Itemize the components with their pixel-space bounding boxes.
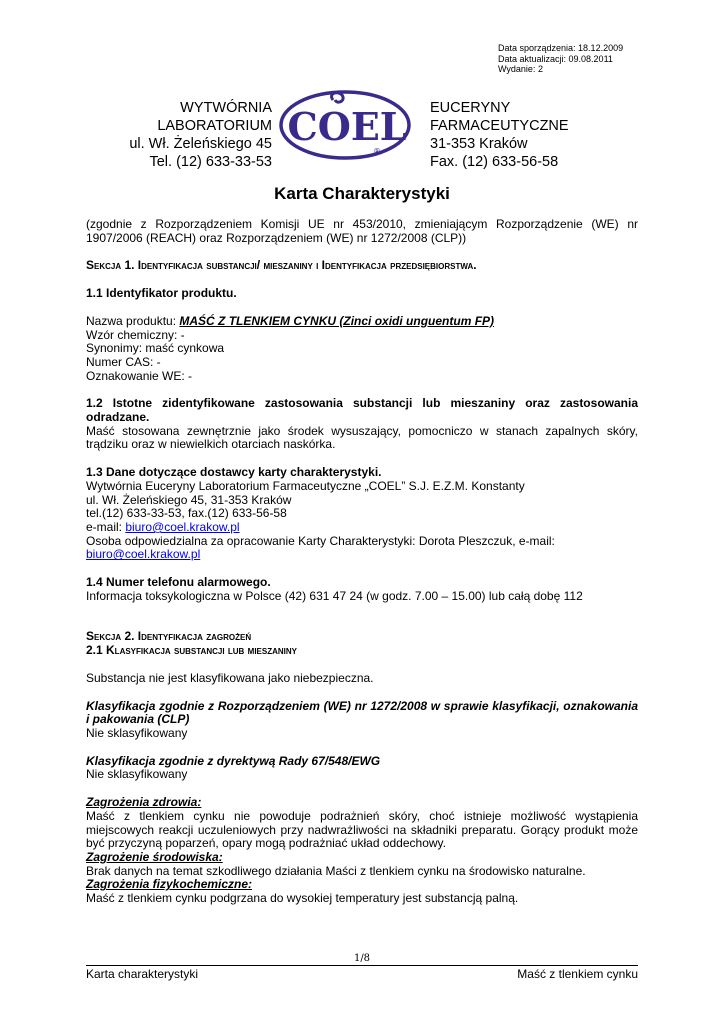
supplier-email-line	[86, 521, 638, 535]
supplier-phone: tel.(12) 633-33-53, fax.(12) 633-56-58	[86, 506, 287, 521]
ewg-classification-heading: Klasyfikacja zgodnie z dyrektywą Rady 67/548/EWG	[86, 753, 381, 768]
physchem-hazards-heading: Zagrożenia fizykochemiczne:	[86, 877, 253, 892]
clp-classification-text: Nie sklasyfikowany	[86, 725, 188, 740]
header-right	[430, 99, 569, 171]
responsible-person: Osoba odpowiedzialna za opracowanie Karty Charakterystyki: Dorota Pleszczuk, e-mail:	[86, 533, 555, 548]
ewg-classification-text: Nie sklasyfikowany	[86, 767, 188, 782]
health-hazards-text: Maść z tlenkiem cynku nie powoduje podrażnień skóry, choć istnieje możliwość wystąpienia miejscowych reakcji uczuleniowych przy nadwrażliwości na składniki preparatu. Gorący produkt może być przyczyną poparzeń, opary mogą podrażniać układ oddechowy.	[86, 808, 638, 851]
cas-number: Numer CAS: -	[86, 354, 161, 369]
document-body	[86, 218, 638, 906]
section-1-heading: Sekcja 1. Identyfikacja substancji/ mieszaniny i Identyfikacja przedsiębiorstwa.	[86, 258, 477, 273]
supplier-name: Wytwórnia Euceryny Laboratorium Farmaceutyczne „COEL” S.J. E.Z.M. Konstanty	[86, 478, 525, 493]
document-title: Karta Charakterystyki	[274, 184, 450, 203]
header-left-line: WYTWÓRNIA	[180, 100, 272, 116]
header-right-line: Fax. (12) 633-56-58	[430, 154, 559, 170]
product-name-label: Nazwa produktu:	[86, 313, 180, 328]
subsection-1-3-heading: 1.3 Dane dotyczące dostawcy karty charakterystyki.	[86, 465, 382, 480]
environment-hazards-heading: Zagrożenie środowiska:	[86, 849, 223, 864]
subsection-2-1-heading: 2.1 Klasyfikacja substancji lub mieszaniny	[86, 643, 297, 658]
responsible-email-line	[86, 548, 638, 562]
logo-registered: ®	[373, 147, 381, 156]
health-hazards-heading: Zagrożenia zdrowia:	[86, 795, 202, 810]
chemical-formula: Wzór chemiczny: -	[86, 327, 185, 342]
document-meta	[498, 43, 623, 75]
supplier-address: ul. Wł. Żeleńskiego 45, 31-353 Kraków	[86, 492, 292, 507]
logo-text: COEL	[287, 104, 407, 149]
footer-divider	[86, 965, 638, 966]
subsection-1-2-text: Maść stosowana zewnętrznie jako środek wysuszający, pomocniczo w stanach zapalnych skóry, trądziku oraz w niewielkich otarciach naskórka.	[86, 423, 638, 452]
email-label: e-mail:	[86, 519, 126, 534]
header-right-line: FARMACEUTYCZNE	[430, 118, 569, 134]
synonyms: Synonimy: maść cynkowa	[86, 341, 225, 356]
subsection-1-1-heading: 1.1 Identyfikator produktu.	[86, 286, 237, 301]
product-name: MAŚĆ Z TLENKIEM CYNKU (Zinci oxidi unguentum FP)	[179, 313, 495, 328]
environment-hazards-text: Brak danych na temat szkodliwego działania Maści z tlenkiem cynku na środowisko naturalne.	[86, 863, 586, 878]
clp-classification-heading: Klasyfikacja zgodnie z Rozporządzeniem (WE) nr 1272/2008 w sprawie klasyfikacji, oznakowania i pakowania (CLP)	[86, 698, 638, 727]
intro-text: (zgodnie z Rozporządzeniem Komisji UE nr 453/2010, zmieniającym Rozporządzenie (WE) nr 1907/2006 (REACH) oraz Rozporządzeniem (WE) nr 1272/2008 (CLP))	[86, 217, 638, 245]
date-prepared: Data sporządzenia: 18.12.2009	[498, 43, 624, 53]
we-marking: Oznakowanie WE: -	[86, 368, 193, 383]
header-left	[90, 99, 272, 171]
emergency-phone-text: Informacja toksykologiczna w Polsce (42) 631 47 24 (w godz. 7.00 – 15.00) lub całą dobę 112	[86, 588, 583, 603]
responsible-email-link[interactable]: biuro@coel.krakow.pl	[86, 547, 201, 562]
page-number: 1/8	[353, 953, 371, 964]
header-left-line: LABORATORIUM	[157, 118, 272, 134]
header-right-line: EUCERYNY	[430, 100, 511, 116]
product-name-line	[86, 315, 638, 329]
header-left-line: ul. Wł. Żeleńskiego 45	[129, 136, 272, 152]
subsection-1-4-heading: 1.4 Numer telefonu alarmowego.	[86, 575, 271, 590]
coel-logo	[277, 88, 415, 160]
email-link[interactable]: biuro@coel.krakow.pl	[125, 519, 240, 534]
edition: Wydanie: 2	[498, 64, 543, 74]
header-right-line: 31-353 Kraków	[430, 136, 528, 152]
date-updated: Data aktualizacji: 09.08.2011	[498, 53, 613, 64]
physchem-hazards-text: Maść z tlenkiem cynku podgrzana do wysokiej temperatury jest substancją palną.	[86, 891, 519, 906]
footer-right: Maść z tlenkiem cynku	[517, 967, 638, 981]
header-left-line: Tel. (12) 633-33-53	[149, 154, 272, 170]
footer-left: Karta charakterystyki	[86, 967, 199, 981]
section-2-heading: Sekcja 2. Identyfikacja zagrożeń	[86, 629, 252, 644]
logo-snake-head	[332, 93, 344, 102]
subsection-2-1-text: Substancja nie jest klasyfikowana jako niebezpieczna.	[86, 670, 374, 685]
subsection-1-2-heading: 1.2 Istotne zidentyfikowane zastosowania substancji lub mieszaniny oraz zastosowania odradzane.	[86, 396, 638, 425]
